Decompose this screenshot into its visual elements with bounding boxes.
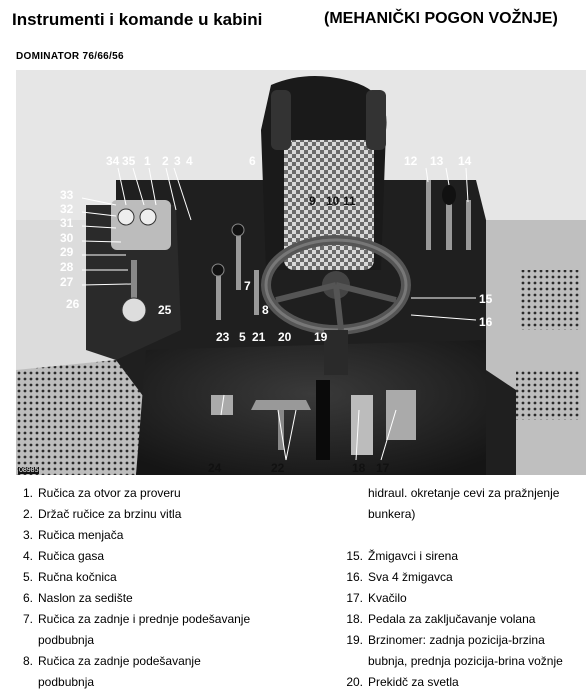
legend-item-text: Ručica za otvor za proveru <box>38 486 181 500</box>
callout-4: 4 <box>186 154 193 168</box>
legend-item <box>346 630 578 672</box>
callout-20: 20 <box>278 330 292 344</box>
legend-item-number: 8. <box>22 654 33 668</box>
legend-item <box>346 588 578 609</box>
legend-item-text: Kvačilo <box>368 591 407 605</box>
callout-18: 18 <box>352 461 366 475</box>
page-subtitle: (MEHANIČKI POGON VOŽNJE) <box>324 10 558 27</box>
callout-32: 32 <box>60 202 74 216</box>
legend-item-number: 18. <box>346 612 363 626</box>
legend-item-number: 20. <box>346 675 363 689</box>
legend-item <box>22 504 338 525</box>
legend-item-text: Brzinomer: zadnja pozicija-brzina bubnja, prednja pozicija-brina vožnje <box>368 633 563 668</box>
legend-item-number: 6. <box>22 591 33 605</box>
callout-16: 16 <box>479 315 493 329</box>
model-label: DOMINATOR 76/66/56 <box>16 51 124 62</box>
legend-item <box>22 546 338 567</box>
callout-19: 19 <box>314 330 328 344</box>
callout-34: 34 <box>106 154 120 168</box>
callout-6: 6 <box>249 154 256 168</box>
callout-21: 21 <box>252 330 266 344</box>
page-title: Instrumenti i komande u kabini <box>12 10 263 29</box>
callout-7: 7 <box>244 279 251 293</box>
callout-26: 26 <box>66 297 80 311</box>
legend-item-number: 7. <box>22 612 33 626</box>
callout-24: 24 <box>208 461 222 475</box>
legend-item-number: 17. <box>346 591 363 605</box>
legend-item-number: 15. <box>346 549 363 563</box>
callout-3: 3 <box>174 154 181 168</box>
callout-23: 23 <box>216 330 230 344</box>
legend-item <box>346 567 578 588</box>
legend-item-text: Žmigavci i sirena <box>368 549 459 563</box>
callout-25: 25 <box>158 303 172 317</box>
callout-12: 12 <box>404 154 418 168</box>
callout-5: 5 <box>239 330 246 344</box>
callout-9: 9 <box>309 194 316 208</box>
cabin-photo <box>16 70 586 475</box>
callout-13: 13 <box>430 154 444 168</box>
legend-item-text: Naslon za sedište <box>38 591 133 605</box>
callout-30: 30 <box>60 231 74 245</box>
legend-item-number: 1. <box>22 486 33 500</box>
callout-15: 15 <box>479 292 493 306</box>
callout-11: 11 <box>343 194 356 208</box>
legend-item <box>22 651 338 693</box>
callout-14: 14 <box>458 154 472 168</box>
legend-item <box>22 588 338 609</box>
legend-item-text: Prekidč za svetla <box>368 675 459 689</box>
callout-35: 35 <box>122 154 136 168</box>
cabin-illustration <box>16 70 586 475</box>
callout-1: 1 <box>144 154 151 168</box>
legend-item-text: Ručica menjača <box>38 528 124 542</box>
callout-29: 29 <box>60 245 74 259</box>
callout-27: 27 <box>60 275 74 289</box>
legend-item-number: 16. <box>346 570 363 584</box>
legend-item <box>22 609 338 651</box>
legend-item <box>346 609 578 630</box>
legend-item-text: Držač ručice za brzinu vitla <box>38 507 182 521</box>
legend-item-number: 4. <box>22 549 33 563</box>
legend-item-text: Ručica gasa <box>38 549 105 563</box>
callout-17: 17 <box>376 461 390 475</box>
callout-22: 22 <box>271 461 285 475</box>
callout-31: 31 <box>60 216 74 230</box>
legend-left-list <box>22 483 338 693</box>
legend-item <box>22 525 338 546</box>
photo-code: 08985 <box>19 467 39 474</box>
legend-item-number: 19. <box>346 633 363 647</box>
legend-item <box>22 567 338 588</box>
legend-item-text: Pedala za zaključavanje volana <box>368 612 536 626</box>
legend-item-number: 2. <box>22 507 33 521</box>
legend-item-number: 3. <box>22 528 33 542</box>
callout-2: 2 <box>162 154 169 168</box>
callout-28: 28 <box>60 260 74 274</box>
legend-right-list <box>346 546 578 693</box>
legend-item-number: 5. <box>22 570 33 584</box>
legend-item-text: Ručica za zadnje i prednje podešavanje podbubnja <box>38 612 251 647</box>
callout-10: 10 <box>326 194 340 208</box>
legend-item-text: Ručna kočnica <box>38 570 117 584</box>
legend-item-text: Ručica za zadnje podešavanje podbubnja <box>38 654 201 689</box>
legend-item <box>346 546 578 567</box>
callout-8: 8 <box>262 303 269 317</box>
callout-33: 33 <box>60 188 74 202</box>
legend-item <box>22 483 338 504</box>
legend-item-text: Sva 4 žmigavca <box>368 570 453 584</box>
legend-continuation: hidraul. okretanje cevi za pražnjenje bunkera) <box>368 486 560 521</box>
